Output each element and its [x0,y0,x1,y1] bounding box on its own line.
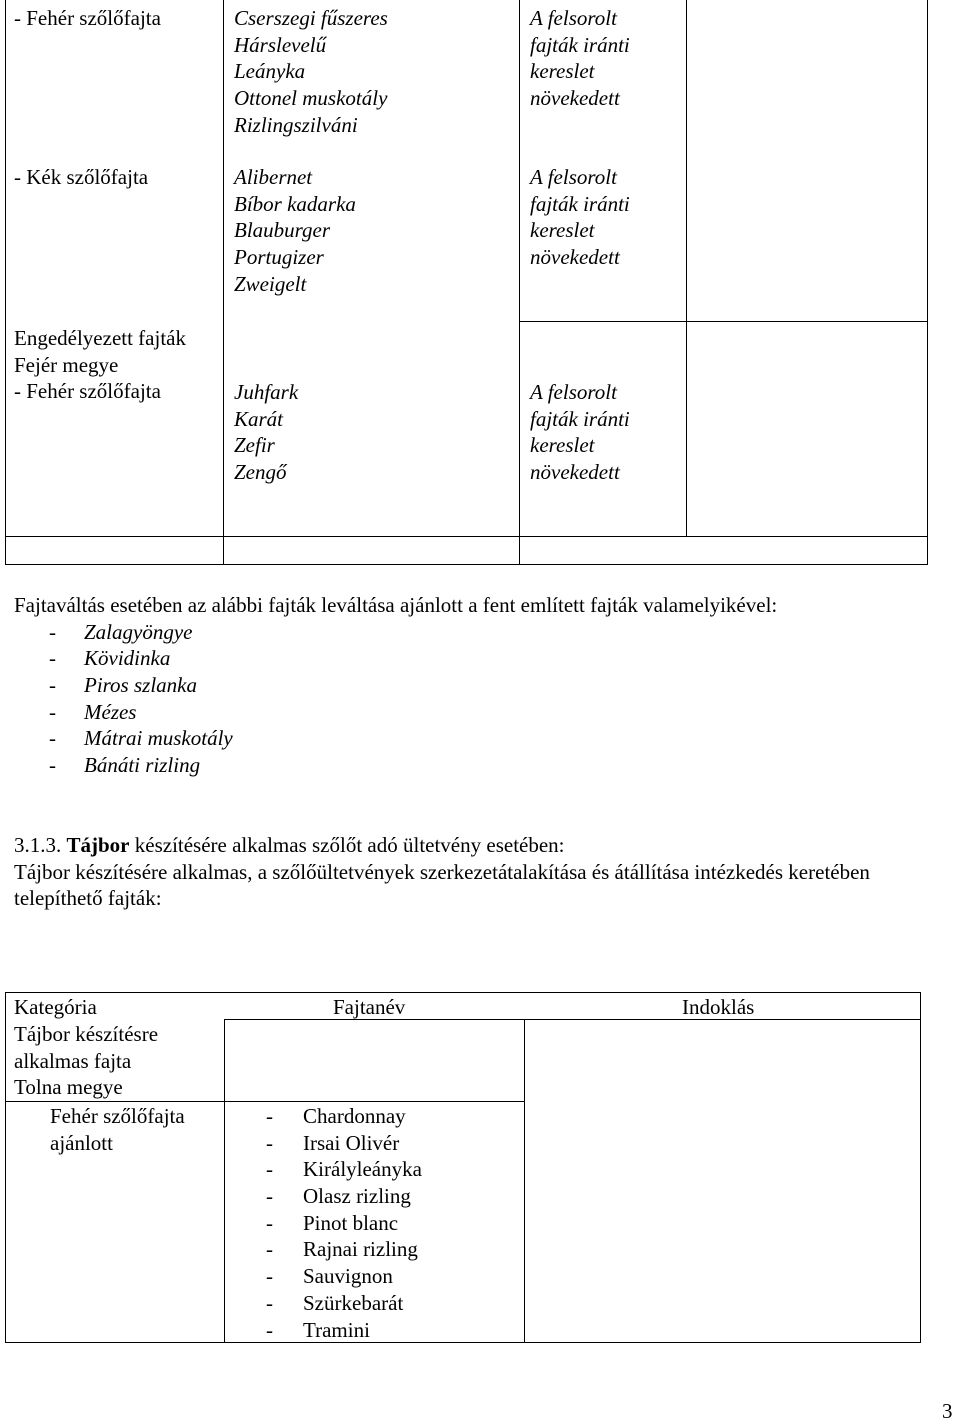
row3-reason: A felsorolt fajták iránti kereslet növekedett [530,380,630,485]
list-item: - Mézes [14,699,944,726]
replacement-intro: Fajtaváltás esetében az alábbi fajták leváltása ajánlott a fent említett fajták valamelyikével: [14,593,778,617]
list-item: - Tramini [266,1317,422,1344]
row2-varieties: Alibernet Bíbor kadarka Blauburger Portugizer Zweigelt [234,165,356,296]
group-label: Tájbor készítésre alkalmas fajta Tolna megye [14,1022,159,1100]
replacement-list [14,619,944,779]
row1-varieties: Cserszegi fűszeres Hárslevelű Leányka Ottonel muskotály Rizlingszilváni [234,6,388,137]
list-item: - Rajnai rizling [266,1236,422,1263]
list-item: - Olasz rizling [266,1183,422,1210]
row3-varieties: Juhfark Karát Zefir Zengő [234,380,299,485]
header-category: Kategória [14,995,97,1019]
sub-label: Fehér szőlőfajta ajánlott [50,1104,185,1155]
row2-category: - Kék szőlőfajta [14,165,149,189]
page-number: 3 [942,1399,953,1423]
row3-category: Engedélyezett fajták Fejér megye - Fehér szőlőfajta [14,326,186,404]
section-body: Tájbor készítésére alkalmas, a szőlőültetvények szerkezetátalakítása és átállítása intézkedés keretében telepíthető fajták: [14,859,870,911]
list-item: - Pinot blanc [266,1210,422,1237]
tajbor-variety-list [266,1103,422,1343]
header-reason: Indoklás [682,995,755,1019]
list-item: - Zalagyöngye [14,619,944,646]
list-item: - Sauvignon [266,1263,422,1290]
replacement-section [14,592,944,779]
list-item: - Irsai Olivér [266,1130,422,1157]
list-item: - Chardonnay [266,1103,422,1130]
section-bold-word: Tájbor [66,833,130,857]
list-item: - Bánáti rizling [14,752,944,779]
row1-reason: A felsorolt fajták iránti kereslet növekedett [530,6,630,111]
section-number: 3.1.3. [14,833,62,857]
row2-reason: A felsorolt fajták iránti kereslet növekedett [530,165,630,270]
section-heading-rest: készítésére alkalmas szőlőt adó ültetvény esetében: [129,833,565,857]
list-item: - Piros szlanka [14,672,944,699]
list-item: - Királyleányka [266,1156,422,1183]
header-variety: Fajtanév [333,995,406,1019]
list-item: - Kövidinka [14,645,944,672]
section-heading [14,832,944,859]
section-313 [14,832,944,912]
list-item: - Mátrai muskotály [14,725,944,752]
row1-category: - Fehér szőlőfajta [14,6,161,30]
list-item: - Szürkebarát [266,1290,422,1317]
